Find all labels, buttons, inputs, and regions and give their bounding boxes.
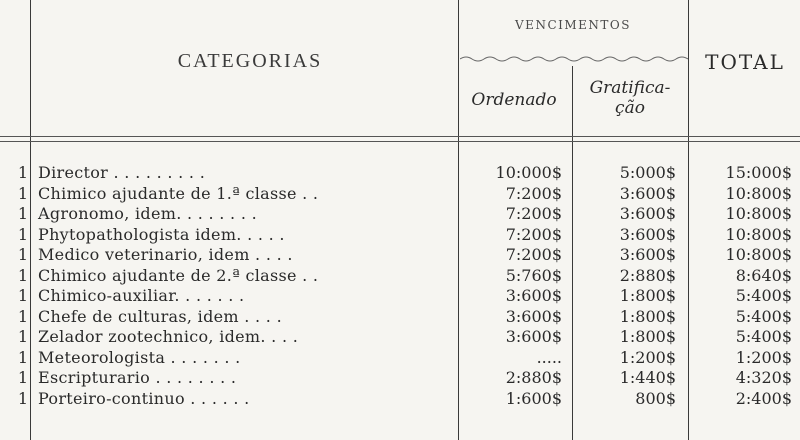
gratificacao-cell: 1:800$	[619, 286, 676, 305]
qty-cell: 1	[17, 286, 28, 305]
qty-cell: 1	[17, 347, 28, 367]
gratificacao-cell: 3:600$	[619, 245, 676, 264]
table-row	[0, 389, 800, 410]
table-row	[0, 163, 800, 184]
table-row	[0, 348, 800, 369]
ordenado-cell: 7:200$	[505, 245, 562, 264]
table-row	[0, 266, 800, 287]
categoria-cell: Porteiro-continuo . . . . . .	[38, 388, 250, 408]
table-row	[0, 245, 800, 266]
qty-cell: 1	[17, 388, 28, 408]
total-cell: 1:200$	[735, 347, 792, 367]
total-cell: 10:800$	[725, 245, 792, 264]
qty-cell: 1	[17, 204, 28, 223]
header-gratificacao-line1: Gratifica-	[589, 78, 671, 98]
qty-cell: 1	[17, 224, 28, 244]
categoria-cell: Chimico-auxiliar. . . . . . .	[38, 286, 245, 305]
header-categorias: CATEGORIAS	[177, 50, 323, 72]
total-cell: 5:400$	[735, 286, 792, 305]
ordenado-cell: 5:760$	[505, 265, 562, 285]
total-cell: 10:800$	[725, 204, 792, 223]
qty-cell: 1	[17, 306, 28, 326]
total-cell: 15:000$	[725, 163, 792, 182]
header-ordenado: Ordenado	[471, 90, 557, 110]
total-cell: 8:640$	[735, 265, 792, 285]
ordenado-cell: 3:600$	[505, 306, 562, 326]
categoria-cell: Meteorologista . . . . . . .	[38, 347, 241, 367]
table-body	[0, 163, 800, 409]
ordenado-cell: 10:000$	[495, 163, 562, 182]
qty-cell: 1	[17, 368, 28, 387]
gratificacao-cell: 1:800$	[619, 327, 676, 346]
ordenado-cell: 3:600$	[505, 286, 562, 305]
categoria-cell: Director . . . . . . . . .	[38, 163, 206, 182]
gratificacao-cell: 1:800$	[619, 306, 676, 326]
qty-cell: 1	[17, 183, 28, 203]
gratificacao-cell: 1:440$	[619, 368, 676, 387]
header-total: TOTAL	[705, 50, 785, 74]
table-row	[0, 286, 800, 307]
header-gratificacao-line2: ção	[615, 98, 645, 118]
ordenado-cell: 2:880$	[505, 368, 562, 387]
total-cell: 5:400$	[735, 306, 792, 326]
total-cell: 4:320$	[735, 368, 792, 387]
ordenado-cell: 1:600$	[505, 388, 562, 408]
ordenado-cell: 7:200$	[505, 224, 562, 244]
total-cell: 10:800$	[725, 224, 792, 244]
table-row	[0, 307, 800, 328]
header-gratificacao	[574, 78, 686, 118]
qty-cell: 1	[17, 327, 28, 346]
table-row	[0, 368, 800, 389]
categoria-cell: Phytopathologista idem. . . . .	[38, 224, 285, 244]
table-row	[0, 204, 800, 225]
table-row	[0, 327, 800, 348]
gratificacao-cell: 3:600$	[619, 204, 676, 223]
table-row	[0, 184, 800, 205]
categoria-cell: Escripturario . . . . . . . .	[38, 368, 237, 387]
qty-cell: 1	[17, 245, 28, 264]
total-cell: 2:400$	[735, 388, 792, 408]
ordenado-cell: 3:600$	[505, 327, 562, 346]
qty-cell: 1	[17, 163, 28, 182]
table-row	[0, 225, 800, 246]
total-cell: 10:800$	[725, 183, 792, 203]
header-wavy-rule	[460, 54, 688, 64]
categoria-cell: Chimico ajudante de 2.ª classe . .	[38, 265, 319, 285]
ordenado-cell: 7:200$	[505, 204, 562, 223]
categoria-cell: Agronomo, idem. . . . . . . .	[38, 204, 257, 223]
ordenado-cell: 7:200$	[505, 183, 562, 203]
gratificacao-cell: 3:600$	[619, 224, 676, 244]
gratificacao-cell: 5:000$	[619, 163, 676, 182]
categoria-cell: Chefe de culturas, idem . . . .	[38, 306, 282, 326]
categoria-cell: Medico veterinario, idem . . . .	[38, 245, 293, 264]
header-separator	[0, 136, 800, 142]
qty-cell: 1	[17, 265, 28, 285]
categoria-cell: Zelador zootechnico, idem. . . .	[38, 327, 299, 346]
total-cell: 5:400$	[735, 327, 792, 346]
gratificacao-cell: 3:600$	[619, 183, 676, 203]
header-vencimentos: VENCIMENTOS	[515, 18, 631, 32]
ordenado-cell: .....	[536, 347, 562, 367]
gratificacao-cell: 2:880$	[619, 265, 676, 285]
gratificacao-cell: 800$	[635, 388, 676, 408]
categoria-cell: Chimico ajudante de 1.ª classe . .	[38, 183, 319, 203]
gratificacao-cell: 1:200$	[619, 347, 676, 367]
